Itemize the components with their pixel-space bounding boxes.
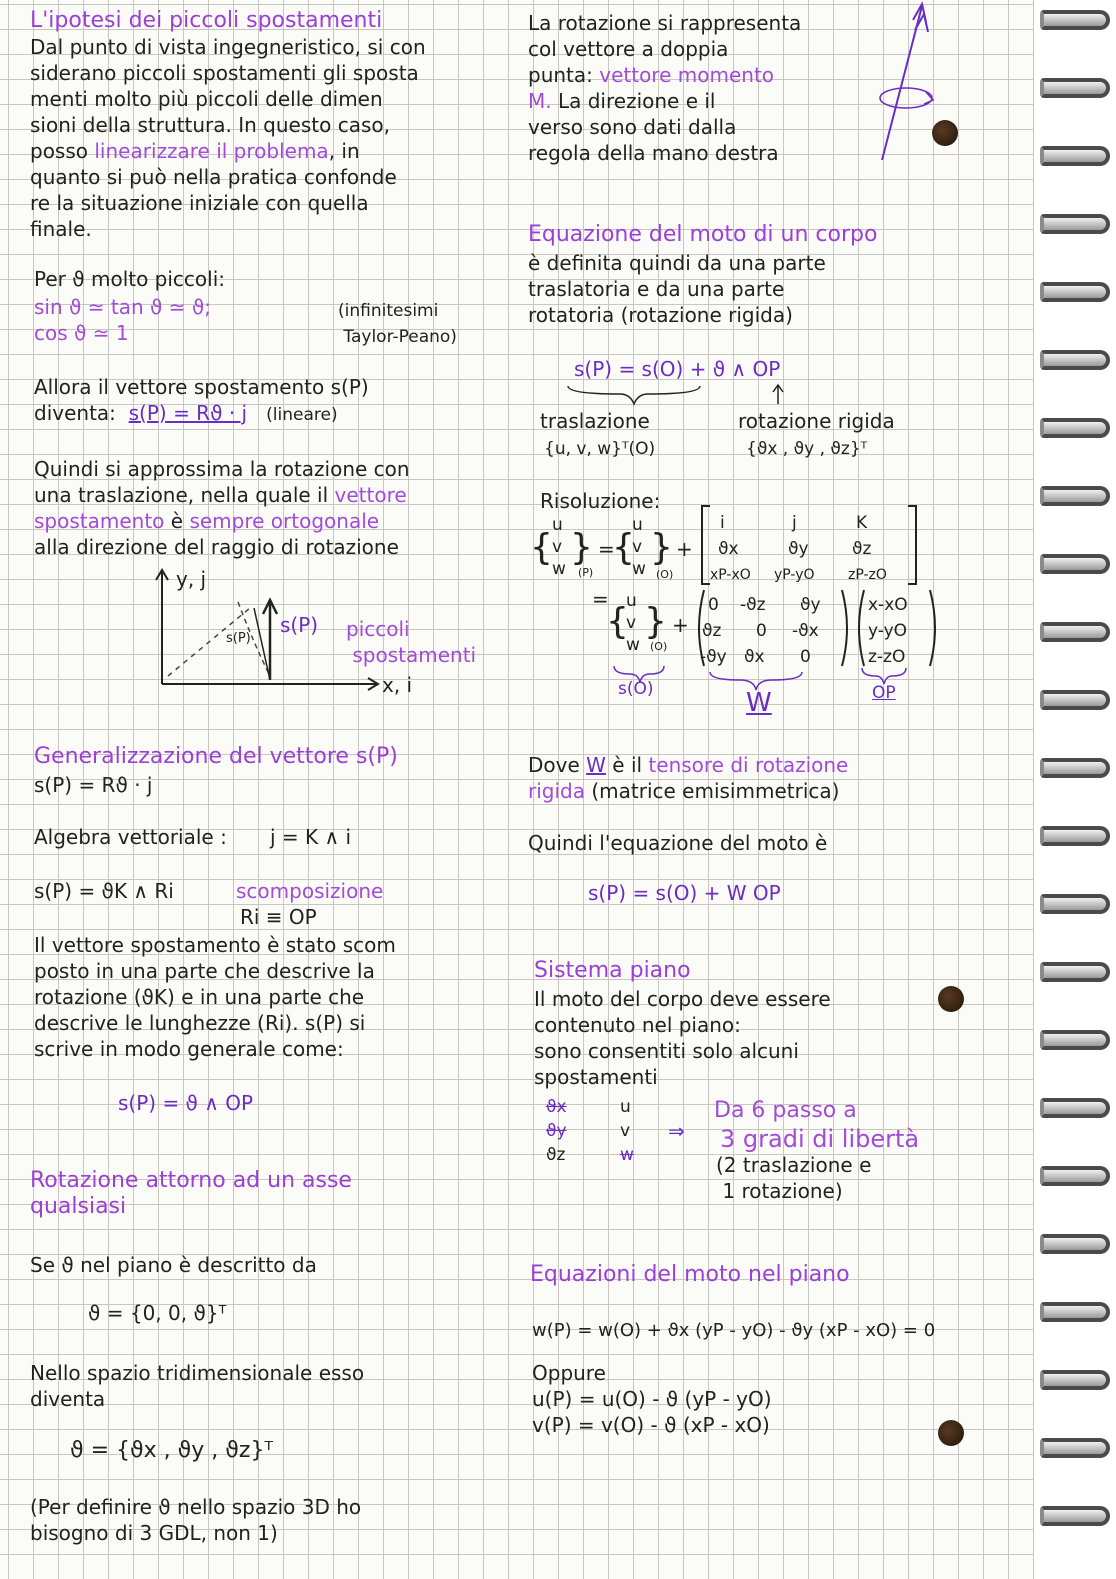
w-20: -ϑy xyxy=(700,647,727,667)
decomposition-label: scomposizione xyxy=(236,879,384,903)
spiral-ring xyxy=(1040,554,1110,574)
spiral-ring xyxy=(1040,486,1110,506)
det-yp-yo: yP-yO xyxy=(774,567,815,583)
op-x: x-xO xyxy=(868,595,908,615)
plane-desc-4: spostamenti xyxy=(534,1065,658,1089)
spiral-ring xyxy=(1040,78,1110,98)
rotation-text-6: regola della mano destra xyxy=(528,141,779,165)
w-11: 0 xyxy=(756,621,767,641)
algebra-label: Algebra vettoriale : xyxy=(34,825,227,849)
rigid-rotation-vector: {ϑx , ϑy , ϑz}ᵀ xyxy=(746,439,868,459)
moment-vector-drawing xyxy=(870,0,940,170)
plane-desc-2: contenuto nel piano: xyxy=(534,1013,741,1037)
final-motion-label: Quindi l'equazione del moto è xyxy=(528,831,828,855)
plane-desc-3: sono consentiti solo alcuni xyxy=(534,1039,799,1063)
cos-approx: cos ϑ ≃ 1 xyxy=(34,321,129,345)
o-brace-close-icon: } xyxy=(650,527,673,568)
lhs-u: u xyxy=(552,515,563,535)
sketch-y-label: y, j xyxy=(176,567,207,591)
s-o-label: s(O) xyxy=(618,679,654,699)
det-theta-z: ϑz xyxy=(852,539,872,559)
w-22: 0 xyxy=(800,647,811,667)
intro-line-5: posso linearizzare il problema, in xyxy=(30,139,360,163)
plane-desc-1: Il moto del corpo deve essere xyxy=(534,987,831,1011)
description-line-3: rotazione (ϑK) e in una parte che xyxy=(34,985,365,1009)
linearize-highlight: linearizzare il problema xyxy=(94,139,329,163)
det-xp-xo: xP-xO xyxy=(710,567,751,583)
motion-equation-description: è definita quindi da una parte traslatoria e da una parte rotatoria (rotazione rigida) xyxy=(528,251,826,327)
spiral-ring xyxy=(1040,690,1110,710)
spiral-ring xyxy=(1040,1302,1110,1322)
det-theta-y: ϑy xyxy=(788,539,809,559)
so-subscript: (O) xyxy=(650,640,668,653)
w-12: -ϑx xyxy=(792,621,819,641)
intro-line-7: re la situazione iniziale con quella xyxy=(30,191,369,215)
equals-sign-1: = xyxy=(598,537,615,561)
dof-theta-z: ϑz xyxy=(546,1145,566,1165)
description-line-5: scrive in modo generale come: xyxy=(34,1037,344,1061)
sin-tan-approx: sin ϑ ≃ tan ϑ ≃ ϑ; xyxy=(34,295,211,319)
dof-theta-y: ϑy xyxy=(546,1121,567,1141)
sketch-vector-label: s(P) xyxy=(280,613,319,637)
spiral-ring xyxy=(1040,350,1110,370)
spiral-ring xyxy=(1040,1234,1110,1254)
u-equation: u(P) = u(O) - ϑ (yP - yO) xyxy=(532,1387,772,1411)
op-y: y-yO xyxy=(868,621,908,641)
w-equation: w(P) = w(O) + ϑx (yP - yO) - ϑy (xP - xO) = 0 xyxy=(532,1320,936,1341)
sketch-arc-label: s(P) xyxy=(226,631,251,646)
op-label: OP xyxy=(872,683,896,703)
plus-sign-2: + xyxy=(672,613,689,637)
plane-theta-vector: ϑ = {0, 0, ϑ}ᵀ xyxy=(88,1301,227,1325)
approx-line-1: Quindi si approssima la rotazione con xyxy=(34,457,410,481)
spiral-ring xyxy=(1040,1030,1110,1050)
intro-line-8: finale. xyxy=(30,217,92,241)
so-brace-icon: { xyxy=(606,601,629,642)
lhs-brace-close-icon: } xyxy=(570,527,593,568)
so-u: u xyxy=(626,591,637,611)
translation-vector: {u, v, w}ᵀ(O) xyxy=(544,439,656,459)
motion-equation-title: Equazione del moto di un corpo xyxy=(528,222,878,247)
approx-line-4: alla direzione del raggio di rotazione xyxy=(34,535,399,559)
oppure-label: Oppure xyxy=(532,1361,606,1385)
intro-line-1: Dal punto di vista ingegneristico, si con xyxy=(30,35,426,59)
o-brace-icon: { xyxy=(612,527,635,568)
v-equation: v(P) = v(O) - ϑ (xP - xO) xyxy=(532,1413,770,1437)
taylor-note: (infinitesimi Taylor-Peano) xyxy=(338,301,457,347)
spiral-ring xyxy=(1040,10,1110,30)
spiral-ring xyxy=(1040,282,1110,302)
sketch-x-label: x, i xyxy=(382,673,413,697)
decomposition-formula: s(P) = ϑK ∧ Ri xyxy=(34,879,174,903)
vector-line-2: diventa: s(P) = Rϑ · j (lineare) xyxy=(34,401,338,425)
w-00: 0 xyxy=(708,595,719,615)
det-i: i xyxy=(720,513,725,533)
final-motion-equation: s(P) = s(O) + W OP xyxy=(588,881,781,905)
vector-line-1: Allora il vettore spostamento s(P) xyxy=(34,375,369,399)
motion-equation: s(P) = s(O) + ϑ ∧ OP xyxy=(574,357,781,381)
sketch-caption: piccoli spostamenti xyxy=(346,617,477,667)
intro-line-3: menti molto più piccoli delle dimen xyxy=(30,87,383,111)
rigid-rotation-label: rotazione rigida xyxy=(738,409,895,433)
rotation-circle-icon xyxy=(880,88,932,108)
intro-line-6: quanto si può nella pratica confonde xyxy=(30,165,397,189)
approx-line-2: una traslazione, nella quale il vettore xyxy=(34,483,407,507)
spiral-ring xyxy=(1040,1370,1110,1390)
equals-sign-2: = xyxy=(592,587,609,611)
rotation-text-2: col vettore a doppia xyxy=(528,37,729,61)
algebra-formula: j = K ∧ i xyxy=(270,825,352,849)
intro-line-2: siderano piccoli spostamenti gli sposta xyxy=(30,61,419,85)
so-v: v xyxy=(626,613,637,633)
spiral-ring xyxy=(1040,1166,1110,1186)
det-k: K xyxy=(856,513,868,533)
spiral-ring xyxy=(1040,962,1110,982)
small-theta-text: Per ϑ molto piccoli: xyxy=(34,267,226,291)
spiral-ring xyxy=(1040,894,1110,914)
dof-v: v xyxy=(620,1121,631,1141)
punch-hole xyxy=(938,1420,964,1446)
so-w: w xyxy=(626,635,640,655)
intro-line-4: sioni della struttura. In questo caso, xyxy=(30,113,390,137)
tensor-line-2: rigida (matrice emisimmetrica) xyxy=(528,779,840,803)
spiral-ring xyxy=(1040,1438,1110,1458)
lhs-v: v xyxy=(552,537,563,557)
lhs-subscript: (P) xyxy=(578,566,594,579)
lhs-w: w xyxy=(552,559,566,579)
w-02: ϑy xyxy=(800,595,821,615)
arbitrary-axis-title: Rotazione attorno ad un asse qualsiasi xyxy=(30,1168,352,1219)
o-u: u xyxy=(632,515,643,535)
punch-hole xyxy=(932,120,958,146)
plus-sign-1: + xyxy=(676,537,693,561)
plane-system-title: Sistema piano xyxy=(534,958,691,983)
spiral-ring xyxy=(1040,418,1110,438)
description-line-4: descrive le lunghezze (Ri). s(P) si xyxy=(34,1011,366,1035)
displacement-formula: s(P) = Rϑ · j xyxy=(128,401,248,425)
spiral-ring xyxy=(1040,758,1110,778)
lhs-brace-icon: { xyxy=(530,527,553,568)
space-description: Nello spazio tridimensionale esso diventa xyxy=(30,1361,365,1411)
w-01: -ϑz xyxy=(740,595,766,615)
spiral-ring xyxy=(1040,622,1110,642)
punch-hole xyxy=(938,986,964,1012)
description-line-2: posto in una parte che descrive la xyxy=(34,959,375,983)
generalization-formula: s(P) = Rϑ · j xyxy=(34,773,153,797)
spiral-binding xyxy=(1034,0,1116,1579)
space-theta-vector: ϑ = {ϑx , ϑy , ϑz}ᵀ xyxy=(70,1438,273,1463)
translation-label: traslazione xyxy=(540,409,650,433)
w-21: ϑx xyxy=(744,647,765,667)
dof-text-2: 3 gradi di libertà xyxy=(720,1125,920,1153)
dof-theta-x: ϑx xyxy=(546,1097,567,1117)
dof-u: u xyxy=(620,1097,631,1117)
rotation-text-1: La rotazione si rappresenta xyxy=(528,11,802,35)
det-theta-x: ϑx xyxy=(718,539,739,559)
dof-w: w xyxy=(620,1145,634,1165)
description-line-1: Il vettore spostamento è stato scom xyxy=(34,933,396,957)
det-j: j xyxy=(792,513,797,533)
tensor-line-1: Dove W è il tensore di rotazione xyxy=(528,753,849,777)
general-formula: s(P) = ϑ ∧ OP xyxy=(118,1091,254,1115)
so-brace-close-icon: } xyxy=(644,601,667,642)
dof-arrow-icon: ⇒ xyxy=(668,1119,685,1143)
o-w: w xyxy=(632,559,646,579)
w-tensor-label: W xyxy=(746,688,772,718)
det-zp-zo: zP-zO xyxy=(848,567,887,583)
gdl-note: (Per definire ϑ nello spazio 3D ho bisogno di 3 GDL, non 1) xyxy=(30,1495,362,1545)
decomposition-equivalence: Ri ≡ OP xyxy=(240,905,317,929)
o-v: v xyxy=(632,537,643,557)
o-subscript: (O) xyxy=(656,568,674,581)
rotation-text-3: punta: vettore momento xyxy=(528,63,775,87)
dof-text-1: Da 6 passo a xyxy=(714,1098,857,1123)
spiral-ring xyxy=(1040,1506,1110,1526)
w-10: ϑz xyxy=(702,621,722,641)
plane-equations-title: Equazioni del moto nel piano xyxy=(530,1262,850,1287)
spiral-ring xyxy=(1040,1098,1110,1118)
section-title-small-displacements: L'ipotesi dei piccoli spostamenti xyxy=(30,8,383,33)
plane-theta-description: Se ϑ nel piano è descritto da xyxy=(30,1253,317,1277)
approx-line-3: spostamento è sempre ortogonale xyxy=(34,509,380,533)
spiral-ring xyxy=(1040,826,1110,846)
rotation-text-4: M. La direzione e il xyxy=(528,89,716,113)
spiral-ring xyxy=(1040,214,1110,234)
generalization-title: Generalizzazione del vettore s(P) xyxy=(34,744,398,769)
spiral-ring xyxy=(1040,146,1110,166)
solution-label: Risoluzione: xyxy=(540,489,661,513)
rotation-text-5: verso sono dati dalla xyxy=(528,115,737,139)
dof-note: (2 traslazione e 1 rotazione) xyxy=(716,1153,872,1203)
op-z: z-zO xyxy=(868,647,906,667)
